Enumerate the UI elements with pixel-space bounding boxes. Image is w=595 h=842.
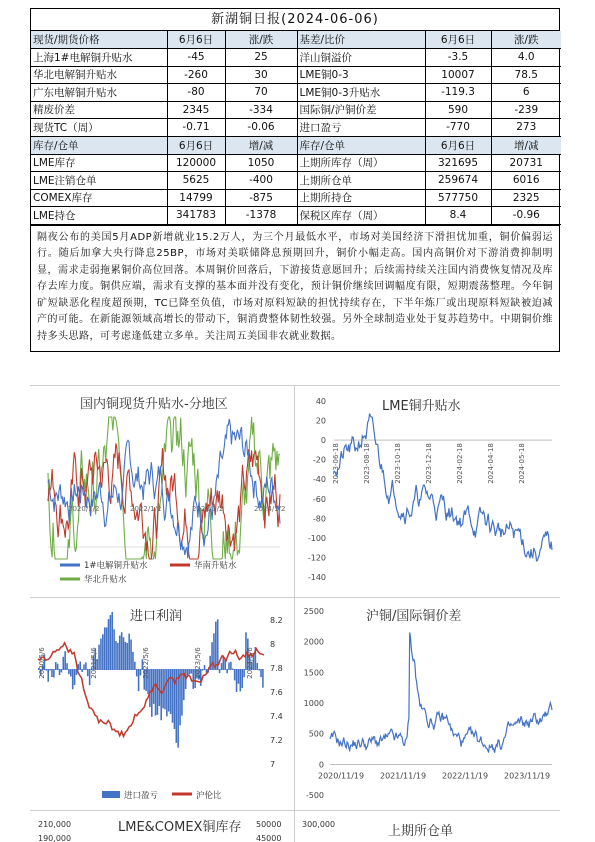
y2-tick-label: 7.8 — [270, 664, 283, 673]
price-table-row — [31, 66, 561, 84]
x-tick-label: 2023/1/2 — [192, 505, 224, 513]
table-cell: 20731 — [491, 154, 561, 172]
x-tick-label: 2021/11/19 — [380, 771, 427, 781]
table-cell: 2325 — [491, 189, 561, 207]
bar — [66, 663, 68, 670]
table-cell: LME铜0-3 — [297, 66, 425, 84]
x-tick-label: 2023-06-18 — [332, 443, 340, 484]
y-tick-label: 20 — [315, 416, 326, 426]
bar — [204, 665, 206, 670]
table-cell: 5625 — [167, 172, 225, 190]
table-cell: 进口盈亏 — [297, 119, 425, 137]
table-cell: 577750 — [425, 189, 491, 207]
y-tick-label: 1500 — [303, 668, 324, 678]
table-cell: COMEX库存 — [31, 189, 167, 207]
legend-label: 进口盈亏 — [124, 791, 159, 801]
table-cell: 现货TC（周） — [31, 119, 167, 137]
market-commentary: 隔夜公布的美国5月ADP新增就业15.2万人，为三个月最低水平，市场对美国经济下滑担忧加重，铜价偏弱运行。随后加拿大央行降息25BP，市场对美联储降息预期回升，铜价小幅走高。国内高铜价对下游消费抑制明显，需求走弱拖累铜价高位回落。本周铜价回落后，下游接货意愿回升；后续需持续关注国内消费恢复情况及库存去库力度。铜供应端，需求有支撑的基本面并没有变化，预计铜价继续回调幅度有限，短期震荡整理。今年铜矿短缺恶化程度超预期，TC已降至负值，市场对原料短缺的担忧持续存在，下半年炼厂或出现原料短缺被迫减产的可能。在新能源领域高增长的带动下，铜消费整体韧性较强。另外全球制造业处于复苏趋势中。中期铜价维持多头思路，可考虑逢低建立多单。关注周五美国非农就业数据。 — [31, 225, 559, 352]
bar — [102, 634, 104, 670]
table-cell: 上期所持仓 — [297, 189, 425, 207]
bar — [61, 669, 63, 672]
bar — [236, 669, 238, 692]
table-cell: -0.06 — [225, 119, 297, 137]
bar — [226, 669, 228, 673]
table-cell: -0.71 — [167, 119, 225, 137]
bar — [110, 615, 112, 670]
bar — [113, 629, 115, 670]
bar — [55, 662, 57, 670]
chart-import-profit-plot — [30, 599, 292, 808]
y-tick-label: -120 — [307, 553, 326, 563]
y-tick-label: -80 — [312, 514, 326, 524]
y-tick-label: 300,000 — [302, 820, 336, 829]
y-tick-label: 0 — [320, 436, 326, 446]
table-cell: -770 — [425, 119, 491, 137]
table-cell: LME注销仓单 — [31, 172, 167, 190]
bar — [134, 662, 136, 670]
bar — [127, 643, 129, 670]
chart-title: 沪铜/国际铜价差 — [366, 609, 462, 624]
chart-domestic-premium — [30, 387, 292, 595]
table-cell: 广东电解铜升贴水 — [31, 84, 167, 102]
bar — [217, 619, 219, 670]
bar — [136, 669, 138, 676]
bar — [172, 669, 174, 723]
table-cell: -875 — [225, 189, 297, 207]
bar — [260, 669, 262, 677]
bar — [219, 669, 221, 673]
table-cell: 6月6日 — [167, 137, 225, 155]
bar — [98, 645, 100, 670]
bar — [87, 669, 89, 676]
x-tick-label: 2023/5/6 — [194, 647, 202, 679]
bar — [138, 669, 140, 691]
bar — [211, 642, 213, 670]
chart-title: 国内铜现货升贴水-分地区 — [80, 397, 228, 412]
table-cell: 259674 — [425, 172, 491, 190]
bar — [104, 627, 106, 670]
chart-sh-intl-spread — [296, 599, 560, 808]
bar — [47, 669, 49, 682]
bar — [51, 669, 53, 677]
x-tick-label: 2024/1/2 — [254, 505, 286, 513]
chart-lme-premium-plot — [296, 387, 560, 595]
table-cell: 30 — [225, 66, 297, 84]
bar — [187, 669, 189, 675]
bar — [53, 669, 55, 678]
bar — [57, 664, 59, 670]
chart-lme-premium — [296, 387, 560, 595]
table-cell: 6月6日 — [425, 31, 491, 49]
table-cell: -1378 — [225, 207, 297, 225]
bar — [170, 669, 172, 714]
bar — [85, 662, 87, 670]
bar — [83, 664, 85, 670]
chart-domestic-premium-plot — [30, 387, 292, 595]
table-cell: -239 — [491, 101, 561, 119]
legend-label: 沪伦比 — [196, 791, 222, 801]
legend-label: 1#电解铜升贴水 — [84, 561, 148, 571]
y2-tick-label: 7 — [270, 760, 276, 769]
table-cell: 基差/比价 — [297, 31, 425, 49]
y-tick-label: 0 — [318, 760, 324, 770]
price-table-row — [31, 101, 561, 119]
table-cell: 库存/仓单 — [31, 137, 167, 155]
bar — [232, 668, 234, 670]
x-tick-label: 2024-02-18 — [456, 443, 464, 484]
chart-lme-comex-inventory — [30, 812, 292, 842]
inventory-table-row — [31, 154, 561, 172]
table-cell: -260 — [167, 66, 225, 84]
bar — [100, 639, 102, 670]
inventory-table-row — [31, 207, 561, 225]
table-cell: 14799 — [167, 189, 225, 207]
bar — [238, 669, 240, 684]
x-tick-label: 2023-10-18 — [394, 443, 402, 484]
price-table-row — [31, 119, 561, 137]
bar — [174, 669, 176, 729]
table-cell: -45 — [167, 49, 225, 67]
bar — [215, 622, 217, 670]
y-tick-label: 1000 — [303, 699, 324, 708]
chart-grid-divider — [30, 810, 560, 811]
table-cell: -334 — [225, 101, 297, 119]
table-cell: 现货/期货价格 — [31, 31, 167, 49]
table-cell: LME铜0-3升贴水 — [297, 84, 425, 102]
bar — [262, 669, 264, 688]
table-cell: -3.5 — [425, 49, 491, 67]
bar — [128, 634, 130, 670]
table-cell: 321695 — [425, 154, 491, 172]
bar — [117, 643, 119, 670]
bar — [108, 619, 110, 670]
table-cell: 上海1#电解铜升贴水 — [31, 49, 167, 67]
bar — [130, 640, 132, 670]
series-line-spread — [330, 633, 552, 753]
table-cell: 8.4 — [425, 207, 491, 225]
table-cell: 上期所库存（周） — [297, 154, 425, 172]
bar — [121, 632, 123, 670]
y2-tick-label: 45000 — [256, 834, 282, 842]
table-cell: 6 — [491, 84, 561, 102]
bar — [62, 657, 64, 670]
legend-swatch — [102, 791, 120, 798]
bar — [59, 669, 61, 675]
chart-title: 进口利润 — [130, 609, 183, 624]
table-cell: 120000 — [167, 154, 225, 172]
bar — [243, 669, 245, 677]
table-cell: 590 — [425, 101, 491, 119]
price-table — [31, 31, 561, 137]
table-cell: 78.5 — [491, 66, 561, 84]
report-box — [30, 8, 560, 352]
bar — [79, 662, 81, 670]
bar — [123, 637, 125, 670]
price-table-header-row — [31, 31, 561, 49]
y-tick-label: -40 — [312, 475, 326, 485]
series-line-lme-premium — [334, 414, 552, 561]
table-cell: 上期所仓单 — [297, 172, 425, 190]
x-tick-label: 2021/5/6 — [90, 647, 98, 679]
bar — [125, 642, 127, 670]
bar — [74, 669, 76, 685]
y-tick-label: 2500 — [303, 607, 324, 616]
inventory-table — [31, 137, 561, 225]
x-tick-label: 2023/11/19 — [504, 771, 551, 781]
x-tick-label: 2022/11/19 — [442, 771, 489, 781]
table-cell: -0.96 — [491, 207, 561, 225]
bar — [64, 651, 66, 670]
bar — [191, 669, 193, 674]
bar — [119, 636, 121, 670]
table-cell: 6月6日 — [425, 137, 491, 155]
table-cell: 4.0 — [491, 49, 561, 67]
bar — [159, 669, 161, 706]
x-tick-label: 2020/1/2 — [68, 505, 100, 513]
table-cell: -80 — [167, 84, 225, 102]
x-tick-label: 2024-05-18 — [518, 443, 526, 484]
x-tick-label: 2022/5/6 — [142, 647, 150, 679]
bar — [258, 669, 260, 671]
y2-tick-label: 8 — [270, 640, 276, 649]
table-cell: 6016 — [491, 172, 561, 190]
bar — [189, 669, 191, 674]
table-cell: -400 — [225, 172, 297, 190]
x-tick-label: 2020/11/19 — [318, 771, 365, 781]
bar — [177, 669, 179, 748]
x-tick-label: 2024/5/6 — [246, 647, 254, 679]
table-cell: 保税区库存（周） — [297, 207, 425, 225]
table-cell: 2345 — [167, 101, 225, 119]
table-cell: 精废价差 — [31, 101, 167, 119]
bar — [241, 669, 243, 688]
y-tick-label: -140 — [307, 573, 326, 582]
price-table-row — [31, 84, 561, 102]
table-cell: -119.3 — [425, 84, 491, 102]
bar — [70, 669, 72, 676]
x-tick-label: 2022/1/2 — [130, 505, 162, 513]
bar — [202, 669, 204, 671]
bar — [72, 669, 74, 689]
x-tick-label: 2020/5/6 — [38, 647, 46, 679]
bar — [221, 663, 223, 670]
table-cell: 341783 — [167, 207, 225, 225]
x-tick-label: 2024-04-18 — [487, 443, 495, 484]
chart-sh-intl-spread-plot — [296, 599, 560, 808]
table-cell: 库存/仓单 — [297, 137, 425, 155]
y2-tick-label: 7.2 — [270, 736, 283, 745]
bar — [49, 669, 51, 670]
bar — [166, 669, 168, 716]
chart-grid-divider — [30, 597, 560, 598]
y-tick-label: -100 — [307, 533, 326, 543]
table-cell: 国际铜/沪铜价差 — [297, 101, 425, 119]
bar — [168, 669, 170, 712]
chart-import-profit — [30, 599, 292, 808]
bar — [111, 612, 113, 670]
bar — [240, 669, 242, 691]
y-tick-label: 2000 — [303, 637, 324, 647]
table-cell: 洋山铜溢价 — [297, 49, 425, 67]
bar — [106, 627, 108, 670]
bar — [181, 669, 183, 716]
inventory-table-header-row — [31, 137, 561, 155]
chart-grid-divider — [30, 385, 560, 386]
table-cell: 6月6日 — [167, 31, 225, 49]
table-cell: 10007 — [425, 66, 491, 84]
table-cell: 增/减 — [225, 137, 297, 155]
legend-label: 华北升贴水 — [84, 575, 127, 585]
bar — [234, 669, 236, 680]
y-tick-label: -20 — [312, 455, 326, 465]
y-tick-label: -60 — [312, 494, 326, 504]
bar — [68, 669, 70, 674]
table-cell: 25 — [225, 49, 297, 67]
chart-title: LME&COMEX铜库存 — [118, 820, 242, 835]
x-tick-label: 2023-08-18 — [363, 443, 371, 484]
table-cell: 华北电解铜升贴水 — [31, 66, 167, 84]
inventory-table-row — [31, 189, 561, 207]
table-cell: 70 — [225, 84, 297, 102]
bar — [151, 669, 153, 717]
table-cell: LME持仓 — [31, 207, 167, 225]
y2-tick-label: 8.2 — [270, 616, 283, 625]
bar — [132, 652, 134, 670]
table-cell: 增/减 — [491, 137, 561, 155]
table-cell: LME库存 — [31, 154, 167, 172]
table-cell: 1050 — [225, 154, 297, 172]
y2-tick-label: 50000 — [256, 820, 282, 829]
bar — [155, 669, 157, 716]
bar — [115, 641, 117, 670]
y2-tick-label: 7.6 — [270, 688, 283, 697]
y-tick-label: 210,000 — [38, 820, 72, 829]
table-cell: 涨/跌 — [491, 31, 561, 49]
chart-grid-divider — [294, 385, 295, 842]
price-table-row — [31, 49, 561, 67]
bar — [230, 662, 232, 670]
x-tick-label: 2023-12-18 — [425, 443, 433, 484]
y2-tick-label: 7.4 — [270, 712, 283, 721]
bar — [256, 663, 258, 670]
table-cell: 涨/跌 — [225, 31, 297, 49]
inventory-table-row — [31, 172, 561, 190]
y-tick-label: -500 — [305, 791, 324, 800]
bar — [157, 669, 159, 715]
y-tick-label: 190,000 — [38, 834, 72, 842]
legend-label: 华南升贴水 — [194, 561, 237, 571]
report-title: 新湖铜日报(2024-06-06) — [31, 9, 559, 31]
y-tick-label: 40 — [315, 397, 326, 406]
y-tick-label: 500 — [308, 729, 324, 739]
chart-shfe-warrants — [296, 812, 560, 842]
chart-title: 上期所仓单 — [388, 824, 454, 839]
bar — [81, 669, 83, 672]
table-cell: 273 — [491, 119, 561, 137]
bar — [228, 662, 230, 670]
chart-title: LME铜升贴水 — [382, 399, 461, 414]
